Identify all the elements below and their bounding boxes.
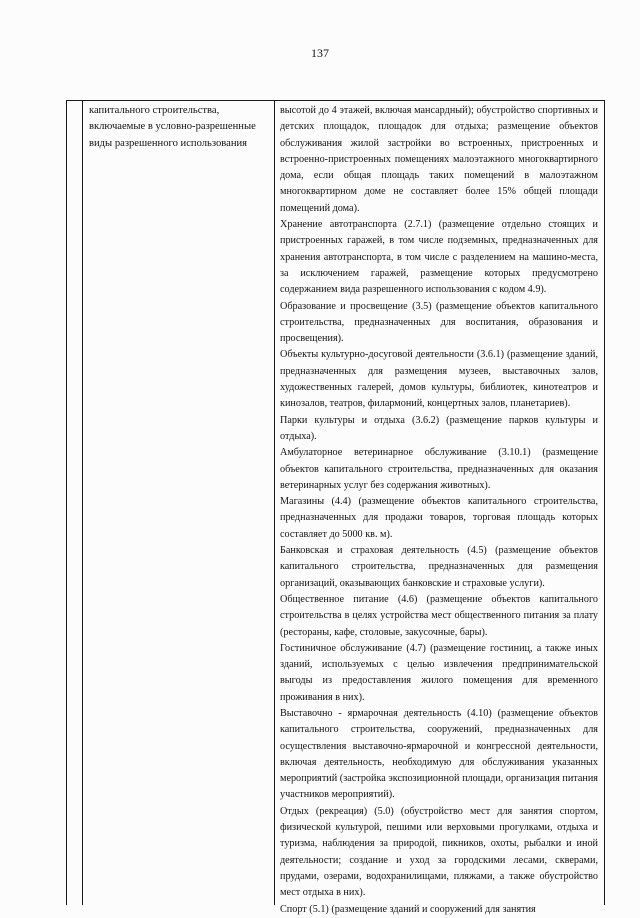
paragraph-shops: Магазины (4.4) (размещение объектов капитального строительства, предназначенных для продажи товаров, торговая площадь которых составляет до 5000 кв. м).	[280, 496, 598, 540]
left-cell-line: капитального строительства,	[89, 105, 220, 116]
paragraph-sport: Спорт (5.1) (размещение зданий и сооружений для занятия	[280, 903, 536, 915]
column-divider	[82, 101, 83, 905]
paragraph-residential-continued: высотой до 4 этажей, включая мансардный); обустройство спортивных и детских площадок, площадок для отдыха; размещение объектов обслуживания жилой застройки во встроенных, пристроенных и встроенно-пристроенных помещениях малоэтажного многоквартирного дома, если общая площадь таких помещений в малоэтажном многоквартирном доме не составляет более 15% общей площади помещений дома).	[280, 105, 598, 214]
paragraph-banking: Банковская и страховая деятельность (4.5) (размещение объектов капитального строительства, предназначенных для размещения организаций, оказывающих банковские и страховые услуги).	[280, 545, 598, 589]
left-cell-line: включаемые в условно-разрешенные	[89, 121, 256, 133]
paragraph-parks: Парки культуры и отдыха (3.6.2) (размещение парков культуры и отдыха).	[280, 414, 598, 442]
paragraph-exhibitions: Выставочно - ярмарочная деятельность (4.10) (размещение объектов капитального строительства, сооружений, предназначенных для осуществления выставочно-ярмарочной и конгрессной деятельности, включая деятельность, необходимую для обслуживания указанных мероприятий (застройка экспозиционной площади, организация питания участников мероприятий).	[280, 707, 598, 801]
paragraph-hotels: Гостиничное обслуживание (4.7) (размещение гостиниц, а также иных зданий, используемых с целью извлечения предпринимательской выгоды из предоставления жилого помещения для временного проживания в них).	[280, 642, 598, 703]
paragraph-recreation: Отдых (рекреация) (5.0) (обустройство мест для занятия спортом, физической культурой, пешими или верховыми прогулками, отдыха и туризма, наблюдения за природой, пикников, охоты, рыбалки и иной деятельности; создание и уход за городскими лесами, скверами, прудами, озерами, водохранилищами, пляжами, а также обустройство мест отдыха в них).	[280, 805, 598, 899]
land-use-table	[66, 100, 605, 915]
column-divider	[274, 101, 275, 905]
paragraph-catering: Общественное питание (4.6) (размещение объектов капитального строительства в целях устройства мест общественного питания за плату (рестораны, кафе, столовые, закусочные, бары).	[280, 593, 598, 638]
right-cell-text	[280, 103, 598, 918]
left-cell-line: виды разрешенного использования	[89, 137, 248, 149]
paragraph-veterinary: Амбулаторное ветеринарное обслуживание (3.10.1) (размещение объектов капитального строительства, предназначенных для оказания ветеринарных услуг без содержания животных).	[280, 447, 598, 491]
page-number: 137	[311, 46, 329, 60]
left-cell-text	[89, 103, 269, 152]
paragraph-education: Образование и просвещение (3.5) (размещение объектов капитального строительства, предназначенных для воспитания, образования и просвещения).	[280, 300, 598, 345]
paragraph-vehicle-storage: Хранение автотранспорта (2.7.1) (размещение отдельно стоящих и пристроенных гаражей, в том числе подземных, предназначенных для хранения автотранспорта, в том числе с разделением на машино-места, за исключением гаражей, размещение которых предусмотрено содержанием вида разрешенного использования с кодом 4.9).	[280, 219, 598, 296]
paragraph-cultural-leisure: Объекты культурно-досуговой деятельности (3.6.1) (размещение зданий, предназначенных для размещения музеев, выставочных залов, художественных галерей, домов культуры, библиотек, кинотеатров и кинозалов, театров, филармоний, концертных залов, планетариев).	[280, 349, 598, 410]
